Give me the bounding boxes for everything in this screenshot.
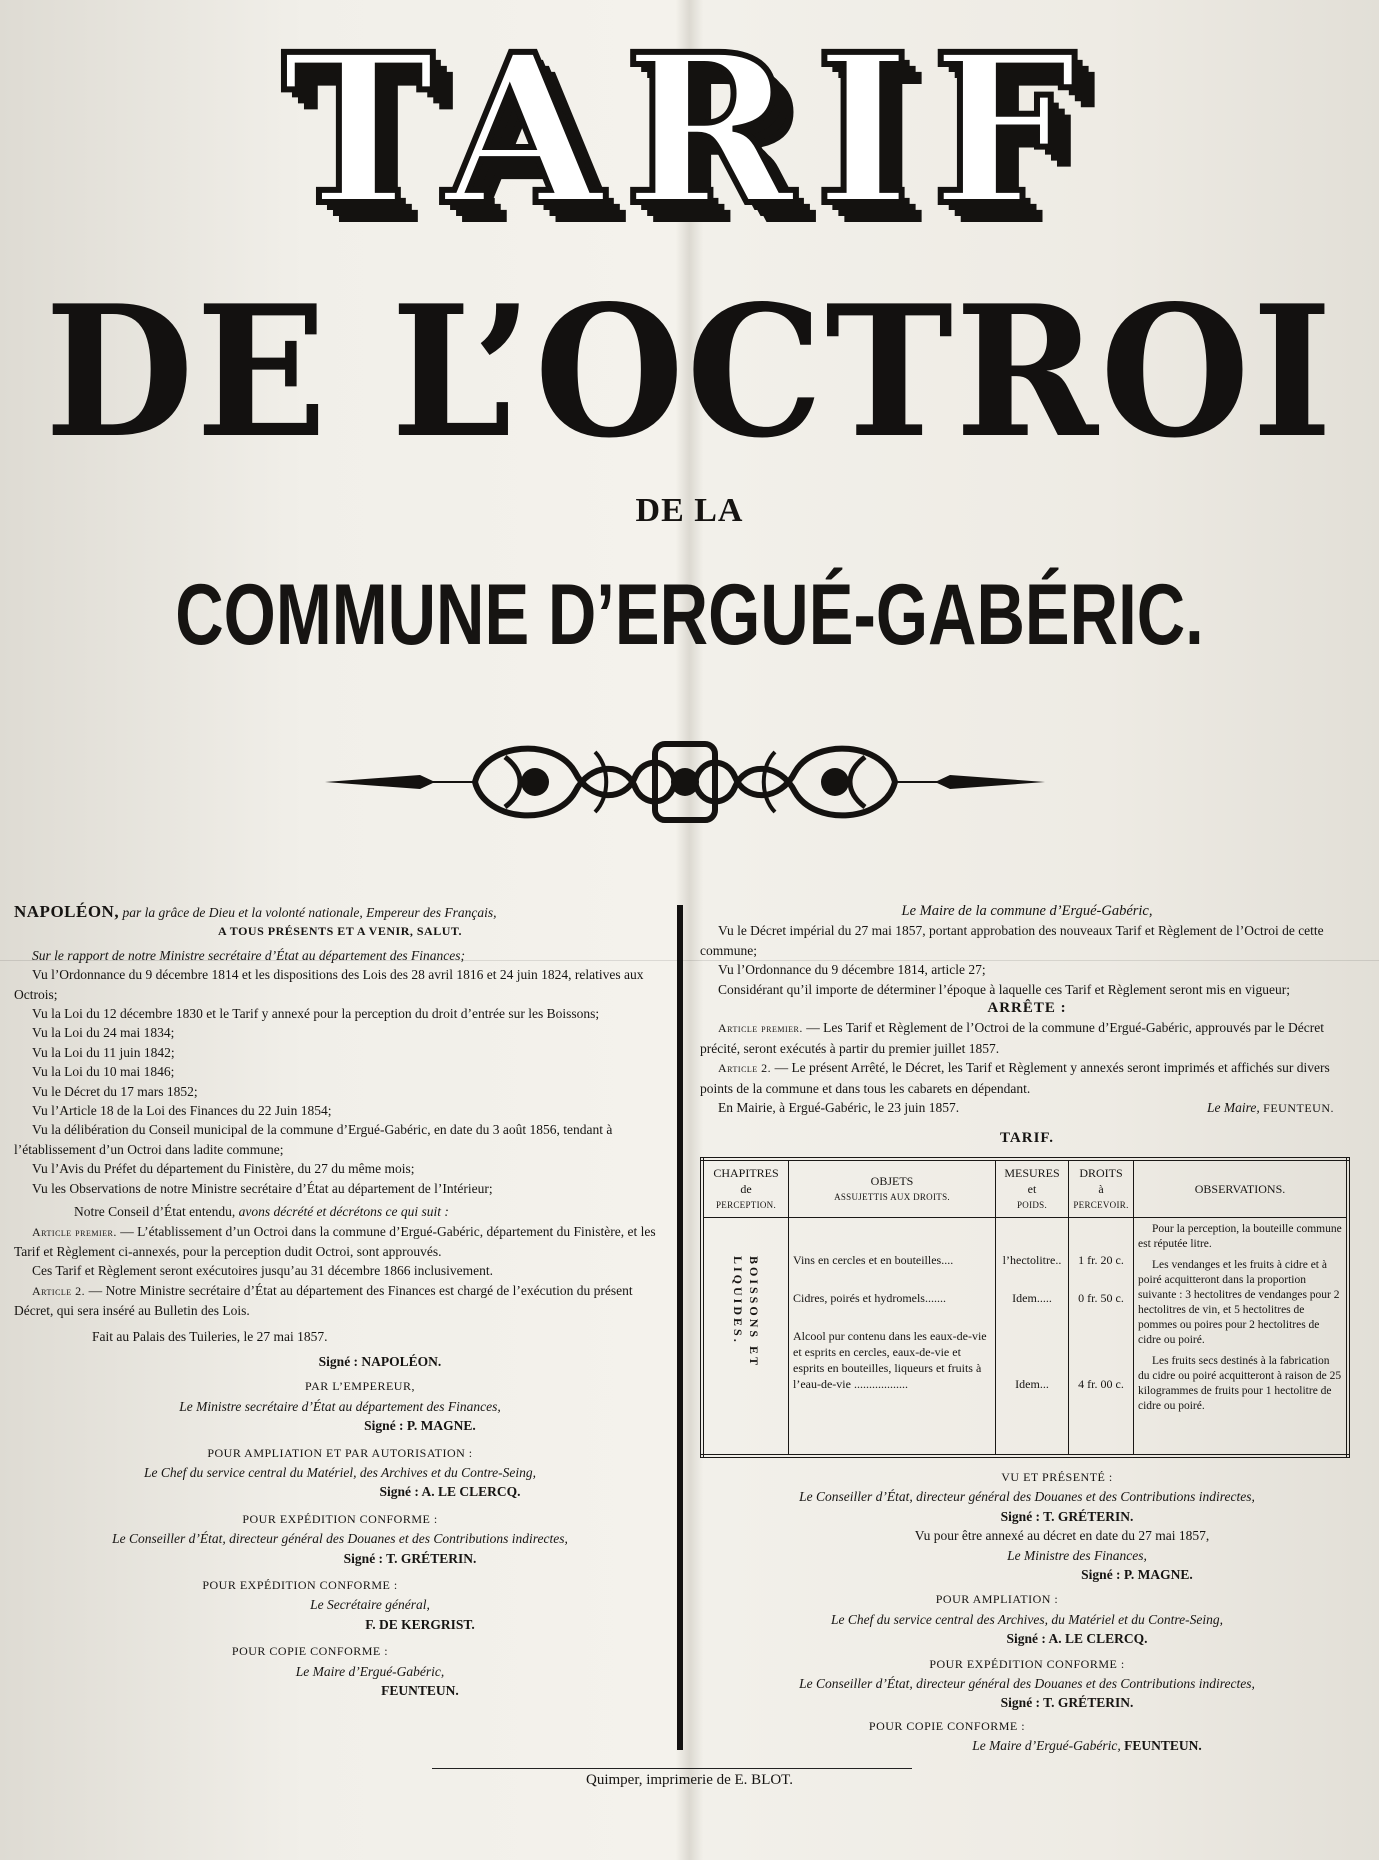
printer-credit: Quimper, imprimerie de E. BLOT.	[586, 1772, 793, 1788]
signature: Signé : P. MAGNE.	[364, 1418, 476, 1434]
article-label: Article 2.	[32, 1283, 86, 1298]
signature: Signé : P. MAGNE.	[1081, 1566, 1193, 1582]
col-header-objets: OBJETS ASSUJETTIS AUX DROITS.	[789, 1159, 996, 1218]
signatory-title: Le Secrétaire général,	[310, 1597, 430, 1613]
section-label: VU ET PRÉSENTÉ :	[1001, 1469, 1113, 1484]
decree-salut: A TOUS PRÉSENTS ET A VENIR, SALUT.	[218, 924, 462, 939]
arrete-column	[700, 902, 1354, 1756]
column-divider	[677, 905, 683, 1750]
mesure-cell: Idem.....	[1012, 1290, 1052, 1305]
title-tarif: TARIF	[281, 9, 1098, 251]
title-commune: COMMUNE D’ERGUÉ-GABÉRIC.	[175, 567, 1204, 663]
visa-item: Vu les Observations de notre Ministre secrétaire d’État au département de l’Intérieur;	[32, 1180, 493, 1196]
signatory-title: Le Ministre secrétaire d’État au département des Finances,	[179, 1398, 501, 1414]
article-text: — L’établissement d’un Octroi dans la commune d’Ergué-Gabéric, département du Finistère, et les Tarif et Règlement ci-annexés, pour la perception dudit Octroi, sont approuvés.	[14, 1223, 656, 1259]
observation-text: Les vendanges et les fruits à cidre et à poiré acquitteront dans la proportion suivante : 3 hectolitres de vendanges pour 2 hectolitres de vin, et 5 hectolitres de pommes ou poires pour 2 hectolitres de cidre ou poiré.	[1138, 1258, 1340, 1346]
title-de-la: DE LA	[635, 492, 744, 529]
table-row	[702, 1217, 1348, 1456]
visa-item: Sur le rapport de notre Ministre secrétaire d’État au département des Finances;	[32, 947, 466, 963]
section-label: POUR AMPLIATION :	[935, 1592, 1059, 1607]
visa-item: Considérant qu’il importe de déterminer l’époque à laquelle ces Tarif et Règlement seront mis en vigueur;	[718, 981, 1290, 997]
objet-cell: Cidres, poirés et hydromels.......	[793, 1290, 946, 1305]
decree-column	[14, 902, 666, 1700]
title-de-l-octroi: DE L’OCTROI	[44, 264, 1335, 479]
visa-item: Vu l’Article 18 de la Loi des Finances du 22 Juin 1854;	[32, 1103, 332, 1119]
signature: Signé : T. GRÉTERIN.	[1000, 1508, 1134, 1524]
signatory-title: Le Conseiller d’État, directeur général des Douanes et des Contributions indirectes,	[799, 1489, 1255, 1505]
article-label: Article 2.	[718, 1061, 772, 1076]
section-label: PAR L’EMPEREUR,	[305, 1379, 415, 1394]
visa-item: Vu la Loi du 11 juin 1842;	[32, 1044, 175, 1060]
signatory-title: Le Chef du service central des Archives, du Matériel et du Contre-Seing,	[830, 1611, 1224, 1627]
signature: F. DE KERGRIST.	[365, 1616, 475, 1632]
droit-cell: 4 fr. 00 c.	[1078, 1376, 1124, 1391]
section-label: POUR AMPLIATION ET PAR AUTORISATION :	[207, 1445, 473, 1460]
signature: Signé : T. GRÉTERIN.	[343, 1550, 477, 1566]
signature: Signé : NAPOLÉON.	[318, 1353, 442, 1369]
visa-item: Vu l’Ordonnance du 9 décembre 1814 et les dispositions des Lois des 28 avril 1816 et 24 juin 1824, relatives aux Octrois;	[14, 967, 644, 1002]
section-label: POUR EXPÉDITION CONFORME :	[202, 1578, 398, 1592]
mesure-cell: l’hectolitre..	[1002, 1252, 1062, 1267]
le-maire-title: Le Maire,	[1207, 1100, 1260, 1116]
arrete-label: ARRÊTE :	[987, 1000, 1067, 1017]
maire-heading: Le Maire de la commune d’Ergué-Gabéric,	[901, 903, 1153, 919]
signatory-title: Le Conseiller d’État, directeur général des Douanes et des Contributions indirectes,	[112, 1531, 568, 1547]
signatory-title: Le Ministre des Finances,	[1007, 1547, 1147, 1563]
avons-decrete: avons décrété et décrétons ce qui suit :	[238, 1204, 449, 1220]
visa-item: Vu la Loi du 10 mai 1846;	[32, 1064, 175, 1080]
col-header-droits: DROITS à PERCEVOIR.	[1069, 1159, 1134, 1218]
droit-cell: 1 fr. 20 c.	[1078, 1252, 1124, 1267]
article-text: — Notre Ministre secrétaire d’État au département des Finances est chargé de l’exécution du présent Décret, qui sera inséré au Bulletin des Lois.	[14, 1282, 633, 1319]
tarif-table-title: TARIF.	[1000, 1130, 1054, 1147]
article-text: — Les Tarif et Règlement de l’Octroi de la commune d’Ergué-Gabéric, approuvés par le Décret précité, seront exécutés à partir du premier juillet 1857.	[700, 1020, 1324, 1056]
col-header-chapitres: CHAPITRES de PERCEPTION.	[702, 1159, 789, 1218]
visa-item: Vu l’Avis du Préfet du département du Finistère, du 27 du même mois;	[32, 1161, 415, 1177]
fait-au-palais: Fait au Palais des Tuileries, le 27 mai 1857.	[92, 1328, 328, 1344]
article-text: — Le présent Arrêté, le Décret, les Tarif et Règlement y annexés seront imprimés et affichés sur divers points de la commune et dans tous les cabarets en dépendant.	[700, 1060, 1330, 1096]
annex-statement: Vu pour être annexé au décret en date du 27 mai 1857,	[914, 1528, 1210, 1544]
tarif-table	[700, 1157, 1350, 1458]
visa-item: Vu la Loi du 12 décembre 1830 et le Tarif y annexé pour la perception du droit d’entrée sur les Boissons;	[32, 1006, 600, 1022]
visa-item: Vu le Décret du 17 mars 1852;	[32, 1083, 198, 1099]
objet-cell: Alcool pur contenu dans les eaux-de-vie et esprits en cercles, eaux-de-vie et esprits en bouteilles, liqueurs et fruits à l’eau-de-vie ..................	[793, 1328, 987, 1391]
decree-intro: par la grâce de Dieu et la volonté nationale, Empereur des Français,	[122, 905, 497, 920]
section-label: POUR EXPÉDITION CONFORME :	[929, 1656, 1125, 1671]
signatory-title: Le Chef du service central du Matériel, des Archives et du Contre-Seing,	[143, 1464, 537, 1480]
observation-text: Pour la perception, la bouteille commune est réputée litre.	[1138, 1222, 1342, 1250]
signature: Signé : A. LE CLERCQ.	[379, 1484, 521, 1500]
visa-item: Vu la délibération du Conseil municipal de la commune d’Ergué-Gabéric, en date du 3 août 1856, tendant à l’établissement d’un Octroi dans ladite commune;	[14, 1122, 613, 1157]
en-mairie: En Mairie, à Ergué-Gabéric, le 23 juin 1857.	[718, 1100, 960, 1116]
section-label: POUR COPIE CONFORME :	[231, 1644, 389, 1659]
droit-cell: 0 fr. 50 c.	[1078, 1290, 1124, 1305]
signature: FEUNTEUN.	[381, 1683, 459, 1699]
article-label: Article premier.	[32, 1224, 117, 1239]
signature: FEUNTEUN.	[1124, 1738, 1202, 1754]
article-text: Ces Tarif et Règlement seront exécutoires jusqu’au 31 décembre 1866 inclusivement.	[32, 1263, 494, 1279]
signatory-title: Le Conseiller d’État, directeur général des Douanes et des Contributions indirectes,	[799, 1675, 1255, 1691]
signature: Signé : T. GRÉTERIN.	[1000, 1695, 1134, 1711]
chapter-label: BOISSONS ET LIQUIDES.	[731, 1255, 761, 1368]
visa-item: Vu le Décret impérial du 27 mai 1857, portant approbation des nouveaux Tarif et Règlement de l’Octroi de cette commune;	[700, 923, 1324, 958]
napoleon-name: NAPOLÉON,	[14, 902, 120, 921]
observation-text: Les fruits secs destinés à la fabrication du cidre ou poiré acquitteront à raison de 25 kilogrammes de fruits pour 1 hectolitre de cidre ou poiré.	[1138, 1354, 1342, 1412]
visa-item: Vu l’Ordonnance du 9 décembre 1814, article 27;	[718, 962, 986, 978]
mesure-cell: Idem...	[1015, 1376, 1049, 1391]
section-label: POUR EXPÉDITION CONFORME :	[242, 1511, 438, 1526]
col-header-observations: OBSERVATIONS.	[1134, 1159, 1349, 1218]
section-label: POUR COPIE CONFORME :	[868, 1718, 1026, 1733]
footer-rule	[432, 1768, 912, 1769]
article-label: Article premier.	[718, 1021, 803, 1036]
conseil-entendu: Notre Conseil d’État entendu,	[74, 1204, 236, 1220]
le-maire-name: FEUNTEUN.	[1263, 1101, 1334, 1116]
signatory-title: Le Maire d’Ergué-Gabéric,	[972, 1738, 1121, 1754]
visa-item: Vu la Loi du 24 mai 1834;	[32, 1025, 175, 1041]
scroll-flourish-ornament-icon	[325, 732, 1045, 832]
col-header-mesures: MESURES et POIDS.	[996, 1159, 1069, 1218]
signature: Signé : A. LE CLERCQ.	[1006, 1631, 1148, 1647]
objet-cell: Vins en cercles et en bouteilles....	[793, 1252, 954, 1267]
signatory-title: Le Maire d’Ergué-Gabéric,	[295, 1663, 445, 1679]
